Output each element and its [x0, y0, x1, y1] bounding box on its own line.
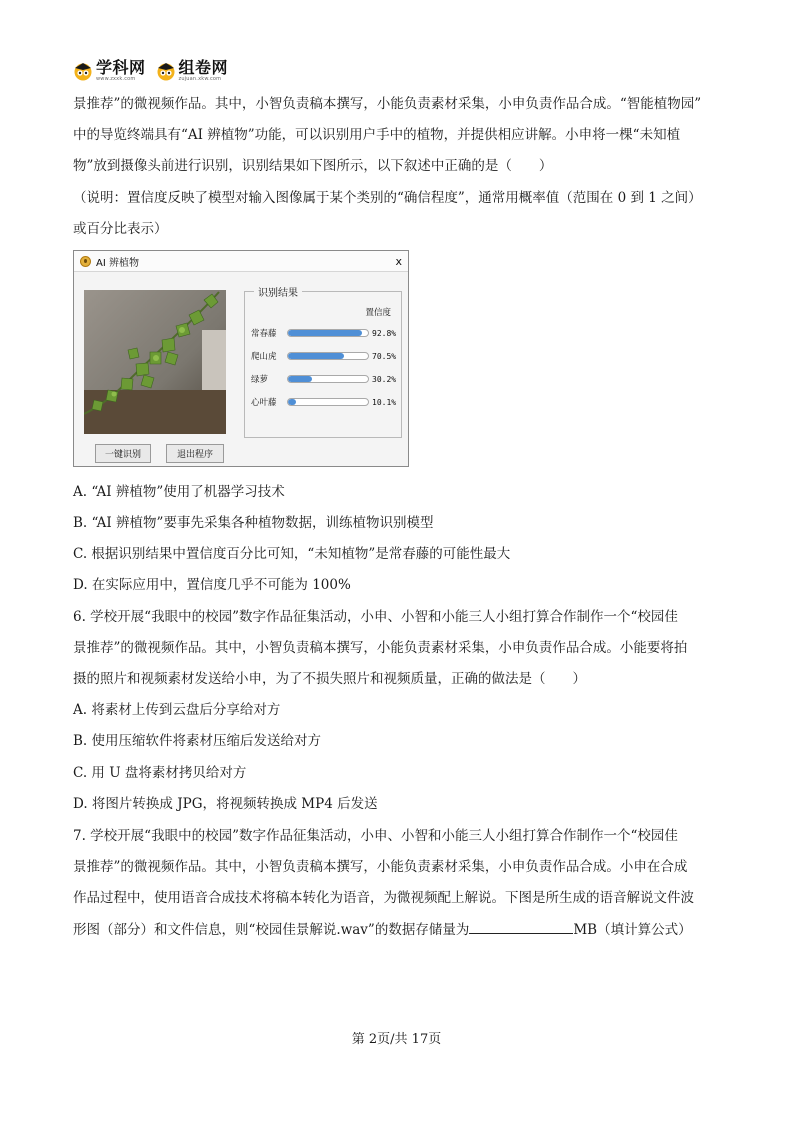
owl-logo-icon [73, 61, 93, 81]
owl-logo-icon [156, 61, 176, 81]
q5-option-b: B. “AI 辨植物”要事先采集各种植物数据，训练植物识别模型 [73, 515, 434, 531]
result-label: 心叶藤 [251, 398, 277, 408]
q5-line-1: 景推荐”的微视频作品。其中，小智负责稿本撰写，小能负责素材采集，小申负责作品合成。“智能植物园” [73, 96, 702, 112]
page-number: 第 2页/共 17页 [351, 1032, 442, 1047]
result-row [251, 396, 399, 408]
identify-button[interactable]: 一键识别 [95, 444, 151, 463]
result-row [251, 327, 399, 339]
result-value: 70.5% [372, 351, 397, 361]
header-logos [73, 60, 228, 82]
results-group [244, 288, 402, 438]
q6-option-b: B. 使用压缩软件将素材压缩后发送给对方 [73, 733, 322, 749]
ai-plant-window [73, 250, 409, 467]
confidence-bar [287, 352, 369, 360]
confidence-bar [287, 398, 369, 406]
q5-line-2: 中的导览终端具有“AI 辨植物”功能，可以识别用户手中的植物，并提供相应讲解。小申将一棵“未知植 [73, 127, 681, 143]
confidence-bar-fill [288, 353, 344, 359]
app-icon [80, 256, 91, 267]
confidence-bar-fill [288, 399, 296, 405]
q7-line-4-before: 形图（部分）和文件信息，则“校园佳景解说.wav”的数据存储量为 [73, 922, 470, 938]
answer-blank[interactable] [469, 919, 573, 934]
q5-option-d: D. 在实际应用中，置信度几乎不可能为 100% [73, 577, 351, 593]
q5-note-line-2: 或百分比表示） [73, 221, 168, 237]
q5-option-c: C. 根据识别结果中置信度百分比可知，“未知植物”是常春藤的可能性最大 [73, 546, 511, 562]
q6-line-3: 摄的照片和视频素材发送给小申，为了不损失照片和视频质量，正确的做法是（ ） [73, 671, 586, 687]
q6-line-1: 6. 学校开展“我眼中的校园”数字作品征集活动，小申、小智和小能三人小组打算合作制作一个“校园佳 [73, 609, 678, 625]
logo-zujuan [156, 60, 229, 82]
result-label: 常春藤 [251, 329, 277, 339]
exit-button[interactable]: 退出程序 [166, 444, 224, 463]
logo-xueke [73, 60, 146, 82]
logo-xueke-sub: www.zxxk.com [96, 76, 136, 82]
results-group-title: 识别结果 [254, 284, 302, 299]
confidence-bar [287, 329, 369, 337]
confidence-bar-fill [288, 376, 312, 382]
close-icon[interactable]: x [395, 254, 402, 268]
window-titlebar [74, 251, 408, 272]
q7-line-2: 景推荐”的微视频作品。其中，小智负责稿本撰写，小能负责素材采集，小申负责作品合成。小申在合成 [73, 859, 688, 875]
q7-line-4-after: MB（填计算公式） [573, 922, 692, 938]
result-row [251, 373, 399, 385]
confidence-bar-fill [288, 330, 362, 336]
q7-line-3: 作品过程中，使用语音合成技术将稿本转化为语音，为微视频配上解说。下图是所生成的语音解说文件波 [73, 890, 694, 906]
q7-line-1: 7. 学校开展“我眼中的校园”数字作品征集活动，小申、小智和小能三人小组打算合作制作一个“校园佳 [73, 828, 678, 844]
q5-line-3: 物”放到摄像头前进行识别，识别结果如下图所示，以下叙述中正确的是（ ） [73, 158, 553, 174]
logo-zujuan-name: 组卷网 [178, 58, 229, 77]
result-row [251, 350, 399, 362]
q6-line-2: 景推荐”的微视频作品。其中，小智负责稿本撰写，小能负责素材采集，小申负责作品合成。小能要将拍 [73, 640, 688, 656]
q6-option-a: A. 将素材上传到云盘后分享给对方 [73, 702, 281, 718]
window-title: AI 辨植物 [96, 257, 139, 269]
logo-xueke-name: 学科网 [96, 58, 146, 77]
result-value: 10.1% [372, 397, 397, 407]
plant-photo [84, 290, 226, 434]
confidence-header: 置信度 [365, 308, 391, 318]
result-value: 30.2% [372, 374, 397, 384]
q7-line-4 [73, 919, 692, 940]
result-label: 绿萝 [251, 375, 269, 385]
confidence-bar [287, 375, 369, 383]
result-label: 爬山虎 [251, 352, 277, 362]
q5-option-a: A. “AI 辨植物”使用了机器学习技术 [73, 484, 285, 500]
q6-option-d: D. 将图片转换成 JPG，将视频转换成 MP4 后发送 [73, 796, 378, 812]
q5-note-line-1: （说明：置信度反映了模型对输入图像属于某个类别的“确信程度”，通常用概率值（范围在 0 到 1 之间） [73, 190, 702, 206]
q6-option-c: C. 用 U 盘将素材拷贝给对方 [73, 765, 247, 781]
result-value: 92.8% [372, 328, 397, 338]
logo-zujuan-sub: zujuan.xkw.com [178, 76, 222, 82]
